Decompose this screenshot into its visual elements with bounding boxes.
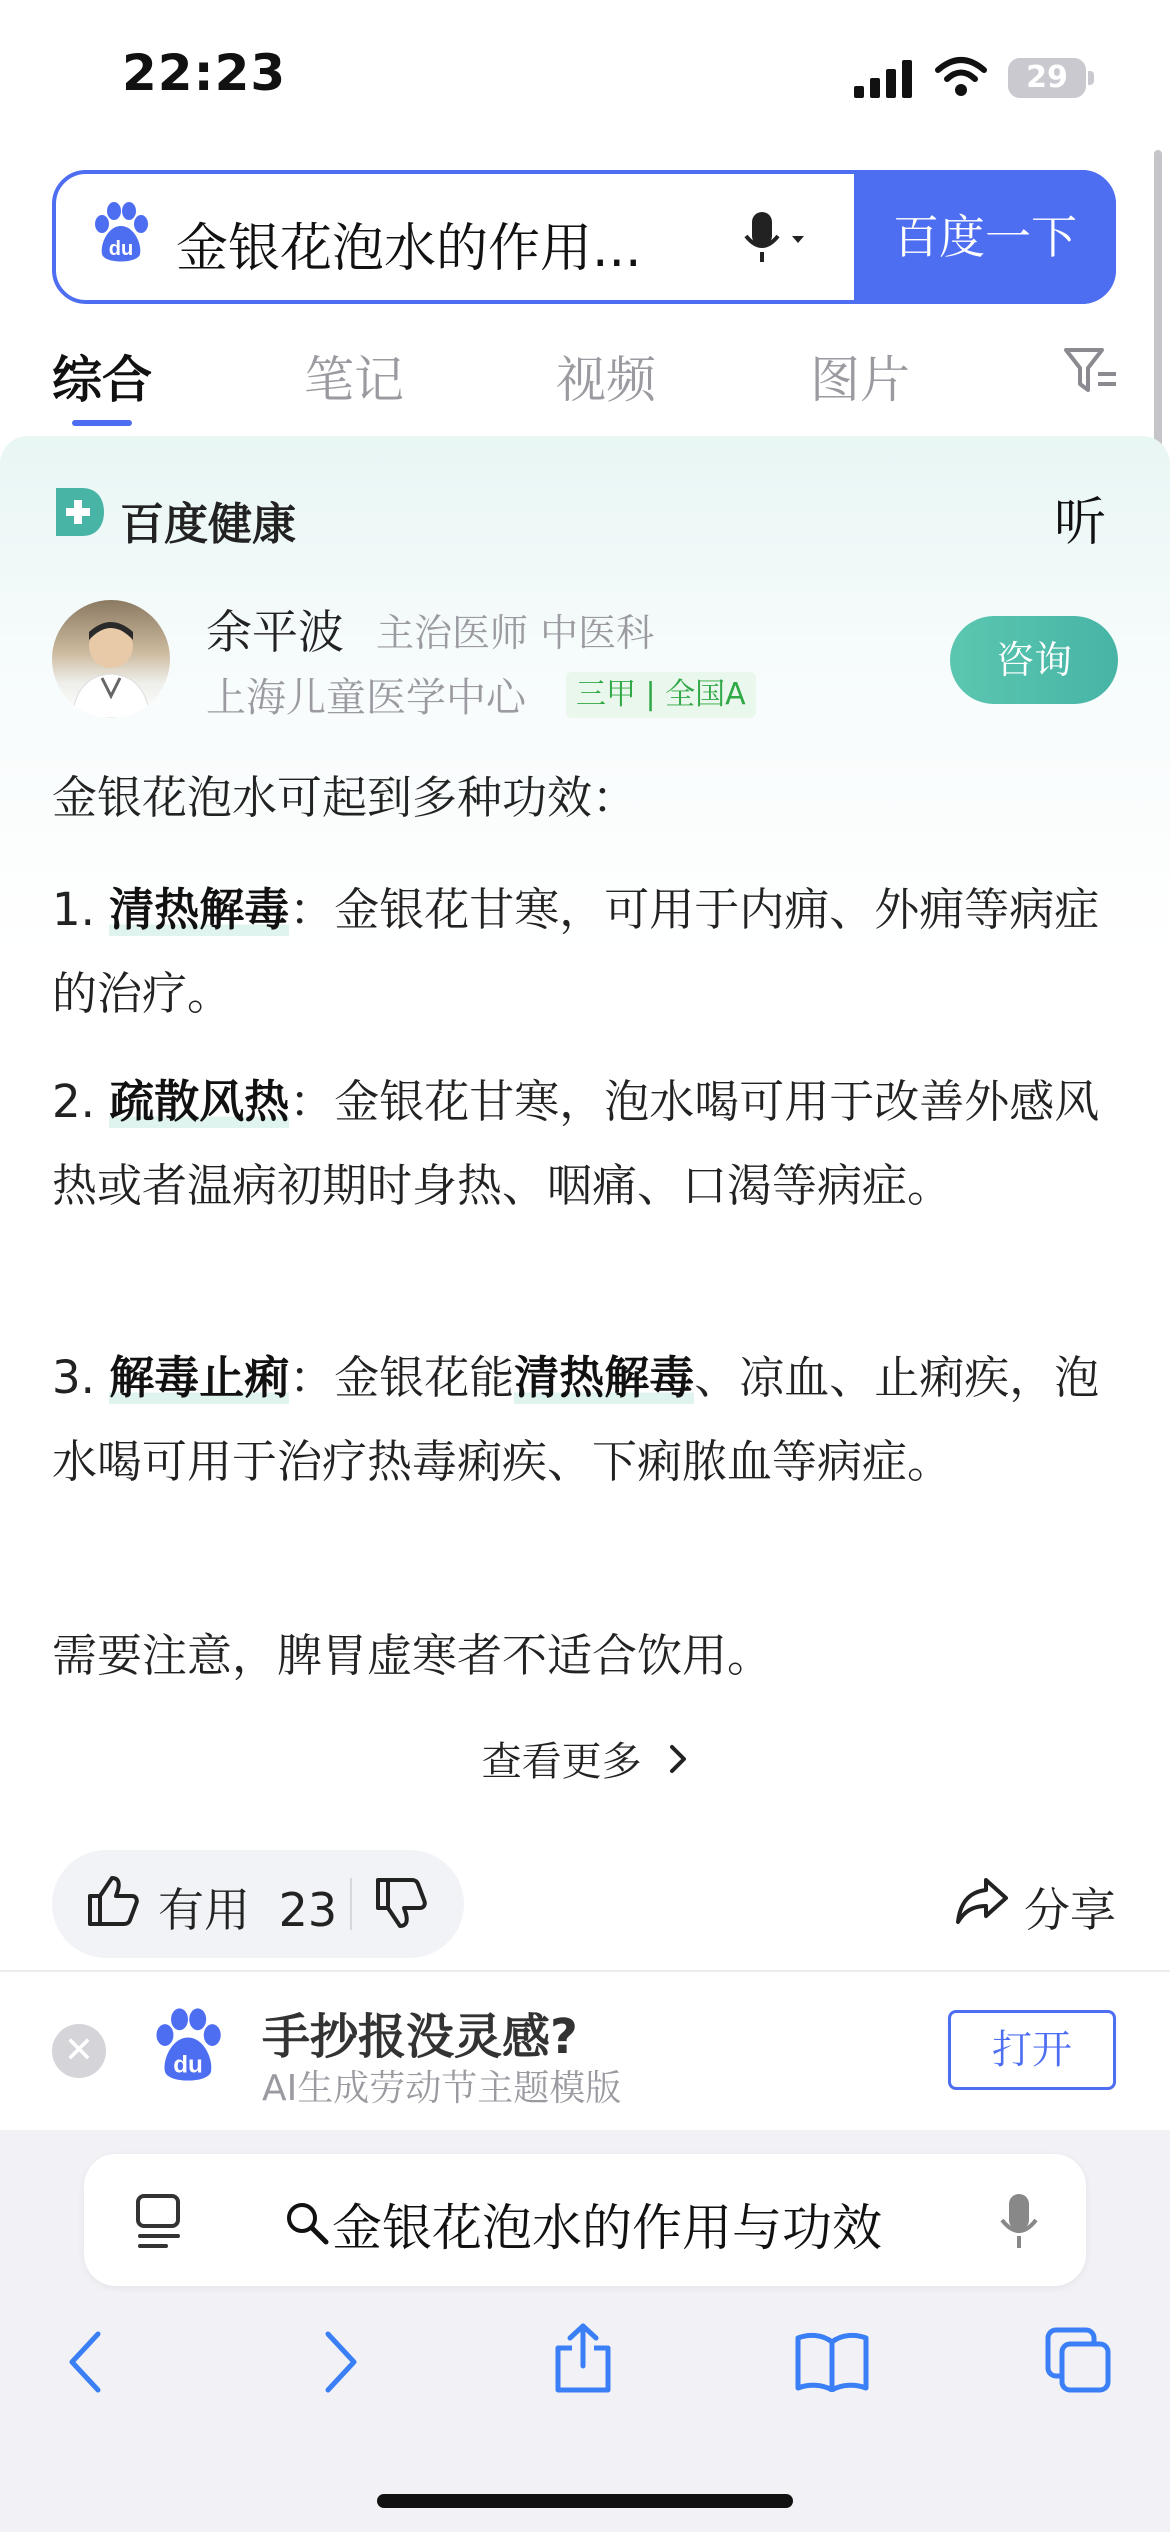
useful-count: 23 <box>278 1883 338 1937</box>
item-text: 、凉血、止痢疾，泡水喝可用于治疗热毒痢疾、下痢脓血等病症。 <box>52 1351 1100 1488</box>
tab-videos[interactable]: 视频 <box>556 351 656 409</box>
tabs-overview-icon[interactable] <box>134 2192 184 2250</box>
bookmarks-icon[interactable] <box>794 2332 870 2392</box>
filter-icon[interactable] <box>1064 346 1120 396</box>
wifi-icon <box>934 54 988 98</box>
active-tab-indicator <box>72 420 132 426</box>
microphone-icon[interactable] <box>998 2192 1040 2252</box>
share-label[interactable]: 分享 <box>1024 1883 1116 1937</box>
list-item <box>52 1336 1122 1504</box>
banner-title: 手抄报没灵感? <box>262 2009 578 2065</box>
home-indicator <box>377 2494 793 2508</box>
doctor-avatar[interactable] <box>52 600 170 718</box>
battery-cap <box>1088 71 1094 85</box>
useful-label <box>158 1874 337 1940</box>
share-icon[interactable] <box>954 1874 1010 1926</box>
address-text[interactable]: 金银花泡水的作用与功效 <box>332 2199 882 2257</box>
feedback-divider <box>350 1878 352 1930</box>
intro-text: 金银花泡水可起到多种功效： <box>52 771 638 824</box>
search-icon <box>284 2200 330 2246</box>
banner-subtitle: AI生成劳动节主题模版 <box>262 2068 622 2109</box>
cellular-signal-icon <box>854 58 916 98</box>
hospital-rank-badge: 三甲 | 全国A <box>566 672 756 718</box>
item-text: ：金银花甘寒，可用于内痈、外痈等病症的治疗。 <box>52 883 1100 1020</box>
item-term[interactable]: 解毒止痢 <box>109 1351 290 1404</box>
open-app-button[interactable]: 打开 <box>948 2010 1116 2090</box>
item-number: 3. <box>52 1351 95 1404</box>
doctor-title: 主治医师 中医科 <box>376 611 655 655</box>
item-number: 2. <box>52 1075 95 1128</box>
item-term-inline[interactable]: 清热解毒 <box>514 1351 695 1404</box>
hospital-name: 上海儿童医学中心 <box>206 675 526 721</box>
status-time: 22:23 <box>122 44 287 102</box>
list-item <box>52 1060 1122 1228</box>
svg-text:du: du <box>108 238 134 260</box>
useful-label-text: 有用 <box>158 1883 250 1937</box>
listen-button[interactable]: 听 <box>1054 493 1107 553</box>
doctor-photo <box>52 600 170 718</box>
svg-text:du: du <box>173 2051 203 2079</box>
microphone-icon[interactable] <box>742 210 812 266</box>
item-term[interactable]: 疏散风热 <box>109 1075 290 1128</box>
search-button[interactable]: 百度一下 <box>854 170 1116 304</box>
back-icon[interactable] <box>66 2330 106 2394</box>
doctor-name[interactable]: 余平波 <box>206 605 344 659</box>
battery-indicator: 29 <box>1008 58 1086 98</box>
search-query[interactable]: 金银花泡水的作用... <box>176 219 642 279</box>
tabs-icon[interactable] <box>1044 2326 1114 2396</box>
list-item <box>52 868 1122 1036</box>
tab-all[interactable]: 综合 <box>52 351 152 409</box>
baidu-health-logo-icon <box>52 484 108 540</box>
view-more-label: 查看更多 <box>481 1739 642 1785</box>
consult-button[interactable]: 咨询 <box>950 616 1118 704</box>
brand-name: 百度健康 <box>120 499 296 550</box>
item-number: 1. <box>52 883 95 936</box>
chevron-right-icon <box>668 1739 688 1785</box>
item-term[interactable]: 清热解毒 <box>109 883 290 936</box>
tab-images[interactable]: 图片 <box>810 351 910 409</box>
close-icon[interactable]: ✕ <box>52 2024 106 2078</box>
thumbs-up-icon[interactable] <box>84 1872 140 1928</box>
forward-icon[interactable] <box>320 2330 360 2394</box>
share-page-icon[interactable] <box>552 2322 614 2394</box>
note-text: 需要注意，脾胃虚寒者不适合饮用。 <box>52 1629 773 1682</box>
item-text: ：金银花甘寒，泡水喝可用于改善外感风热或者温病初期时身热、咽痛、口渴等病症。 <box>52 1075 1100 1212</box>
view-more-link[interactable] <box>0 1730 1170 1787</box>
baidu-app-icon <box>148 2006 228 2086</box>
item-text: ：金银花能 <box>289 1351 515 1404</box>
tab-notes[interactable]: 笔记 <box>304 351 404 409</box>
baidu-paw-icon <box>88 200 154 266</box>
thumbs-down-icon[interactable] <box>372 1876 428 1932</box>
